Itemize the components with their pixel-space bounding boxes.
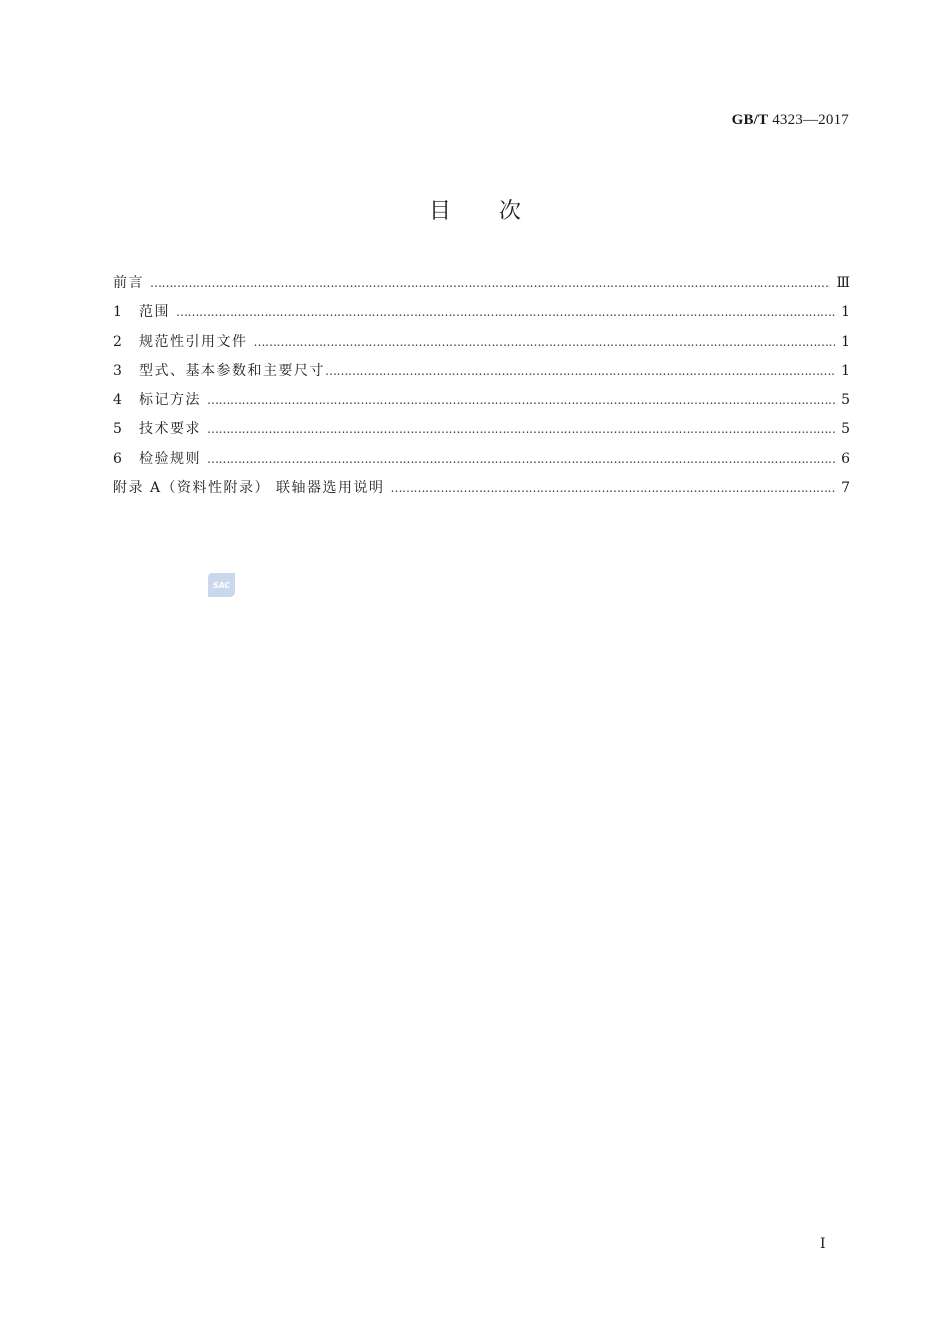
toc-entry-label: 范围 — [139, 304, 170, 321]
toc-entry-3[interactable] — [113, 360, 850, 389]
toc-entry-number: 4 — [113, 392, 122, 409]
table-of-contents — [113, 272, 850, 506]
toc-entry-page: 5 — [841, 421, 850, 438]
standard-number: 4323—2017 — [772, 112, 849, 128]
toc-entry-page: Ⅲ — [836, 275, 850, 291]
toc-leader-dots — [150, 276, 830, 290]
toc-entry-2[interactable] — [113, 331, 850, 360]
page-number: Ⅰ — [820, 1236, 826, 1252]
toc-entry-number: 6 — [113, 450, 122, 467]
watermark-text: SAC — [212, 581, 231, 590]
standard-code — [732, 112, 849, 129]
toc-leader-dots — [391, 481, 836, 495]
toc-entry-page: 1 — [841, 362, 850, 379]
toc-entry-page: 1 — [841, 333, 850, 350]
toc-entry-number: 2 — [113, 333, 122, 350]
toc-entry-page: 1 — [841, 304, 850, 321]
toc-leader-dots — [207, 393, 835, 407]
toc-entry-label: 规范性引用文件 — [139, 333, 248, 350]
toc-entry-page: 7 — [841, 480, 850, 497]
toc-entry-number: 5 — [113, 421, 122, 438]
toc-entry-1[interactable] — [113, 301, 850, 330]
toc-entry-number: 3 — [113, 362, 122, 379]
standard-prefix: GB/T — [731, 112, 769, 128]
toc-entry-page: 5 — [841, 392, 850, 409]
toc-leader-dots — [254, 335, 836, 349]
toc-entry-4[interactable] — [113, 389, 850, 418]
toc-entry-foreword[interactable] — [113, 272, 850, 301]
toc-entry-label: 检验规则 — [139, 450, 201, 467]
toc-entry-label: 技术要求 — [139, 421, 201, 438]
page-title: 目次 — [428, 199, 569, 224]
toc-leader-dots — [176, 305, 835, 319]
toc-entry-number: 1 — [113, 304, 122, 321]
toc-entry-label: 标记方法 — [139, 392, 201, 409]
toc-entry-label: 前言 — [113, 275, 144, 291]
toc-entry-label: 附录 A（资料性附录） 联轴器选用说明 — [113, 480, 385, 497]
toc-entry-page: 6 — [841, 450, 850, 467]
sac-watermark-logo — [208, 573, 235, 597]
toc-leader-dots — [207, 422, 835, 436]
toc-entry-6[interactable] — [113, 448, 850, 477]
toc-entry-5[interactable] — [113, 418, 850, 447]
toc-entry-annex-a[interactable] — [113, 477, 850, 506]
toc-entry-label: 型式、基本参数和主要尺寸 — [139, 362, 325, 379]
toc-leader-dots — [207, 452, 835, 466]
toc-leader-dots — [325, 364, 835, 378]
